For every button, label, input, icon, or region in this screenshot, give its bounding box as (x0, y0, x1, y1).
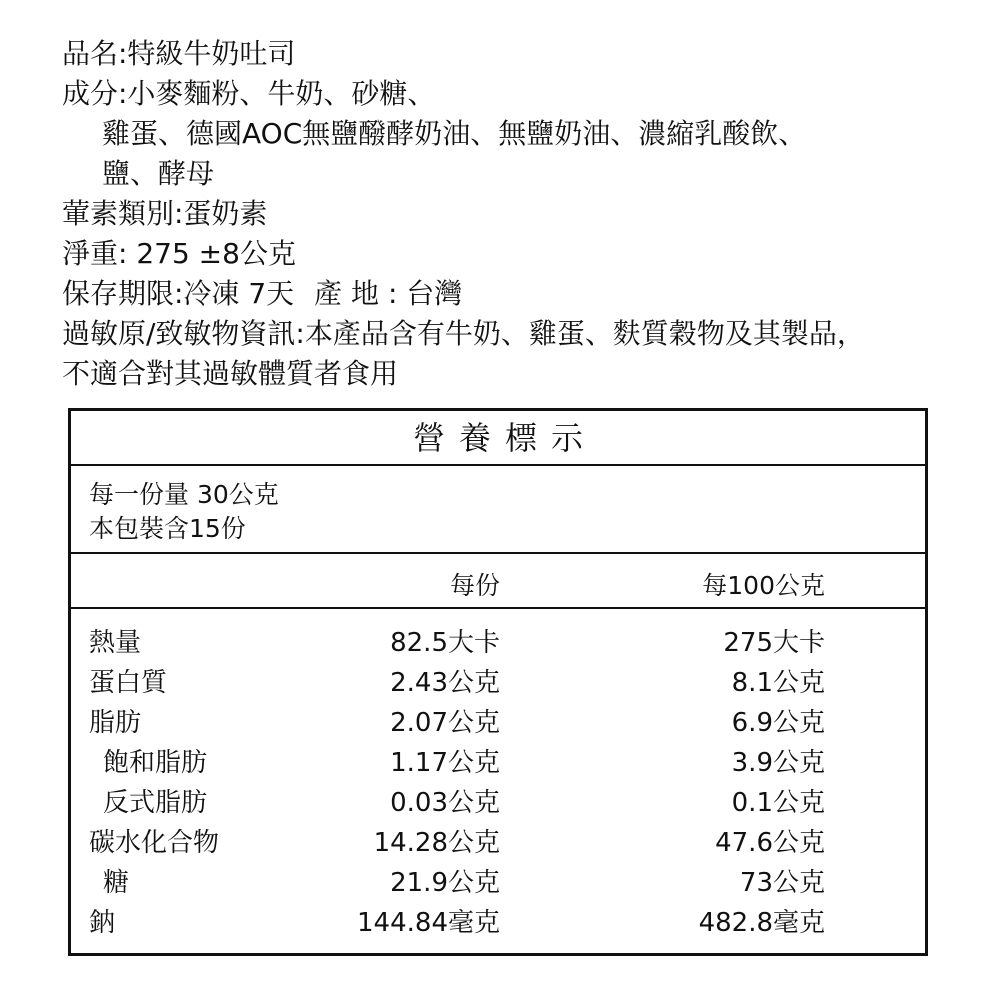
nutrient-name: 反式脂肪 (103, 788, 208, 818)
table-row (71, 623, 925, 663)
value-per-100g: 3.9公克 (731, 748, 825, 778)
diet-type: 葷素類別:蛋奶素 (62, 197, 268, 230)
value-per-100g: 482.8毫克 (698, 908, 825, 938)
nutrition-title: 營養標示 (71, 411, 925, 466)
allergen-line-1: 過敏原/致敏物資訊:本產品含有牛奶、雞蛋、麩質穀物及其製品， (62, 317, 865, 350)
value-per-100g: 6.9公克 (731, 708, 825, 738)
value-per-serving: 0.03公克 (390, 788, 500, 818)
nutrient-name: 碳水化合物 (89, 828, 220, 858)
table-row (71, 703, 925, 743)
value-per-serving: 21.9公克 (390, 868, 500, 898)
nutrient-name: 鈉 (89, 908, 116, 938)
storage-origin-line (62, 274, 982, 314)
value-per-100g: 0.1公克 (731, 788, 825, 818)
product-name: 品名:特級牛奶吐司 (62, 37, 296, 70)
table-row (71, 783, 925, 823)
value-per-serving: 2.43公克 (390, 668, 500, 698)
value-per-serving: 144.84毫克 (357, 908, 500, 938)
product-info (62, 34, 982, 394)
col-per-100g: 每100公克 (702, 571, 825, 600)
value-per-serving: 1.17公克 (390, 748, 500, 778)
nutrient-name: 熱量 (89, 628, 142, 658)
servings-per-pack: 本包裝含15份 (89, 514, 246, 543)
nutrient-name: 脂肪 (89, 708, 142, 738)
nutrient-name: 飽和脂肪 (103, 748, 208, 778)
table-row (71, 863, 925, 903)
table-row (71, 743, 925, 783)
allergen-line-2: 不適合對其過敏體質者食用 (62, 357, 399, 390)
serving-info (71, 466, 925, 554)
net-weight: 淨重: 275 ±8公克 (62, 237, 296, 270)
value-per-100g: 8.1公克 (731, 668, 825, 698)
value-per-serving: 2.07公克 (390, 708, 500, 738)
ingredients-line-3: 鹽、酵母 (102, 157, 215, 190)
table-row (71, 823, 925, 863)
table-row (71, 663, 925, 703)
ingredients-line-2: 雞蛋、德國AOC無鹽醱酵奶油、無鹽奶油、濃縮乳酸飲、 (102, 117, 807, 150)
nutrition-facts-panel (68, 408, 928, 956)
nutrient-rows (71, 609, 925, 943)
storage-period: 保存期限:冷凍 7天 (62, 277, 295, 310)
serving-size: 每一份量 30公克 (89, 480, 279, 509)
value-per-serving: 14.28公克 (373, 828, 500, 858)
table-row (71, 903, 925, 943)
nutrient-name: 蛋白質 (89, 668, 168, 698)
ingredients-line-1: 成分:小麥麵粉、牛奶、砂糖、 (62, 77, 436, 110)
col-per-serving: 每份 (449, 571, 500, 600)
value-per-100g: 275大卡 (723, 628, 825, 658)
nutrient-name: 糖 (103, 868, 130, 898)
value-per-100g: 73公克 (739, 868, 825, 898)
value-per-100g: 47.6公克 (715, 828, 825, 858)
value-per-serving: 82.5大卡 (390, 628, 500, 658)
origin: 產 地 : 台灣 (314, 277, 463, 310)
column-headers (71, 554, 925, 609)
